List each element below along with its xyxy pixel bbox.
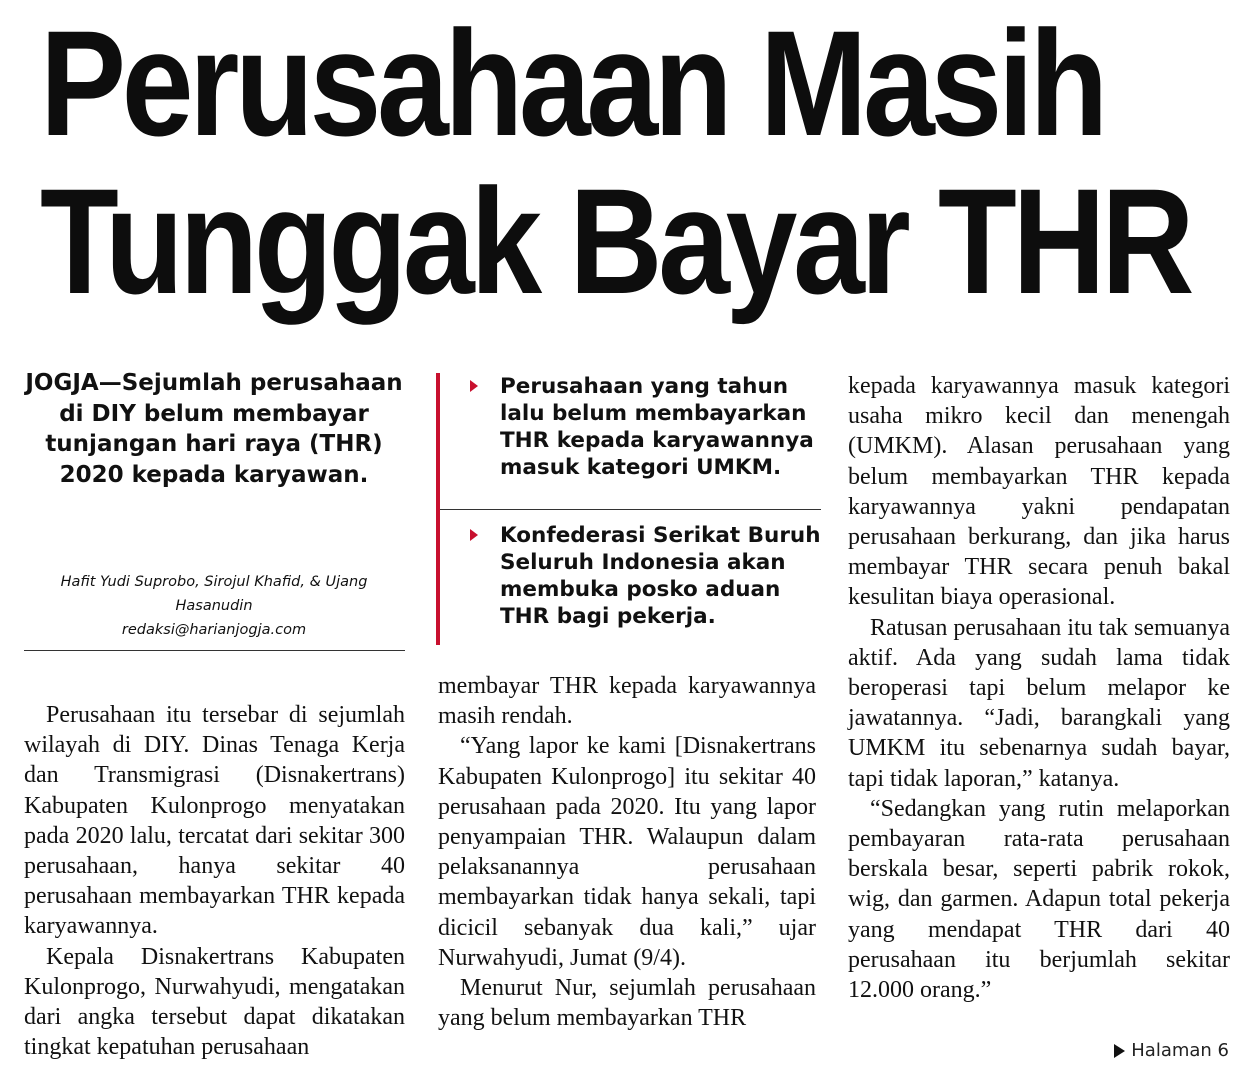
byline-email: redaksi@harianjogja.com xyxy=(121,622,307,638)
highlight-item xyxy=(440,522,821,630)
arrow-right-icon xyxy=(470,380,478,392)
highlight-text: Konfederasi Serikat Buruh Seluruh Indonesia akan membuka posko aduan THR bagi pekerja. xyxy=(500,523,821,629)
highlight-text: Perusahaan yang tahun lalu belum membayarkan THR kepada karyawannya masuk kategori UMKM. xyxy=(500,374,814,480)
paragraph: Kepala Disnakertrans Kabupaten Kulonprogo, Nurwahyudi, mengatakan dari angka tersebut dapat dikatakan tingkat kepatuhan perusahaan xyxy=(24,943,405,1061)
paragraph: Menurut Nur, sejumlah perusahaan yang belum membayarkan THR xyxy=(438,975,816,1032)
byline-authors: Hafit Yudi Suprobo, Sirojul Khafid, & Ujang Hasanudin xyxy=(60,574,368,614)
lead-paragraph: JOGJA—Sejumlah perusahaan di DIY belum membayar tunjangan hari raya (THR) 2020 kepada karyawan. xyxy=(25,370,403,488)
article-column-2 xyxy=(438,671,816,1033)
arrow-right-icon xyxy=(470,529,478,541)
headline-line-1: Perusahaan Masih xyxy=(40,0,1104,167)
highlight-item xyxy=(440,373,821,509)
headline xyxy=(40,0,1191,325)
highlight-divider xyxy=(440,509,821,510)
highlights-box xyxy=(436,373,821,645)
byline xyxy=(24,570,404,642)
paragraph: Perusahaan itu tersebar di sejumlah wilayah di DIY. Dinas Tenaga Kerja dan Transmigrasi (Disnakertrans) Kabupaten Kulonprogo menyatakan pada 2020 lalu, tercatat dari sekitar 300 perusahaan, hanya sekitar 40 perusahaan membayarkan THR kepada karyawannya. xyxy=(24,702,405,940)
paragraph: “Sedangkan yang rutin melaporkan pembayaran rata-rata perusahaan berskala besar, seperti pabrik rokok, wig, dan garmen. Adapun total pekerja yang mendapat THR dari 40 perusahaan itu berjumlah sekitar 12.000 orang.” xyxy=(848,795,1230,1004)
paragraph: Ratusan perusahaan itu tak semuanya aktif. Ada yang sudah lama tidak beroperasi tapi belum melapor ke jawatannya. “Jadi, barangkali yang UMKM itu sebenarnya sudah bayar, tapi tidak laporan,” katanya. xyxy=(848,614,1230,792)
article-column-3 xyxy=(848,371,1230,1005)
byline-divider xyxy=(24,650,405,651)
paragraph: “Yang lapor ke kami [Disnakertrans Kabupaten Kulonprogo] itu sekitar 40 perusahaan pada 2020. Itu yang lapor penyampaian THR. Walaupun dalam pelaksanannya perusahaan membayarkan tidak hanya sekali, tapi dicicil sebanyak dua kali,” ujar Nurwahyudi, Jumat (9/4). xyxy=(438,733,816,971)
page-reference xyxy=(1114,1040,1229,1061)
paragraph: kepada karyawannya masuk kategori usaha mikro kecil dan menengah (UMKM). Alasan perusahaan yang belum membayarkan THR kepada karyawannya yakni pendapatan perusahaan berkurang, dan jika harus membayar THR secara penuh bakal kesulitan biaya operasional. xyxy=(848,373,1230,611)
headline-line-2: Tunggak Bayar THR xyxy=(40,157,1191,325)
page-reference-label: Halaman 6 xyxy=(1131,1040,1229,1061)
play-arrow-icon xyxy=(1114,1044,1125,1058)
paragraph: membayar THR kepada karyawannya masih rendah. xyxy=(438,673,816,730)
article-column-1 xyxy=(24,700,405,1062)
